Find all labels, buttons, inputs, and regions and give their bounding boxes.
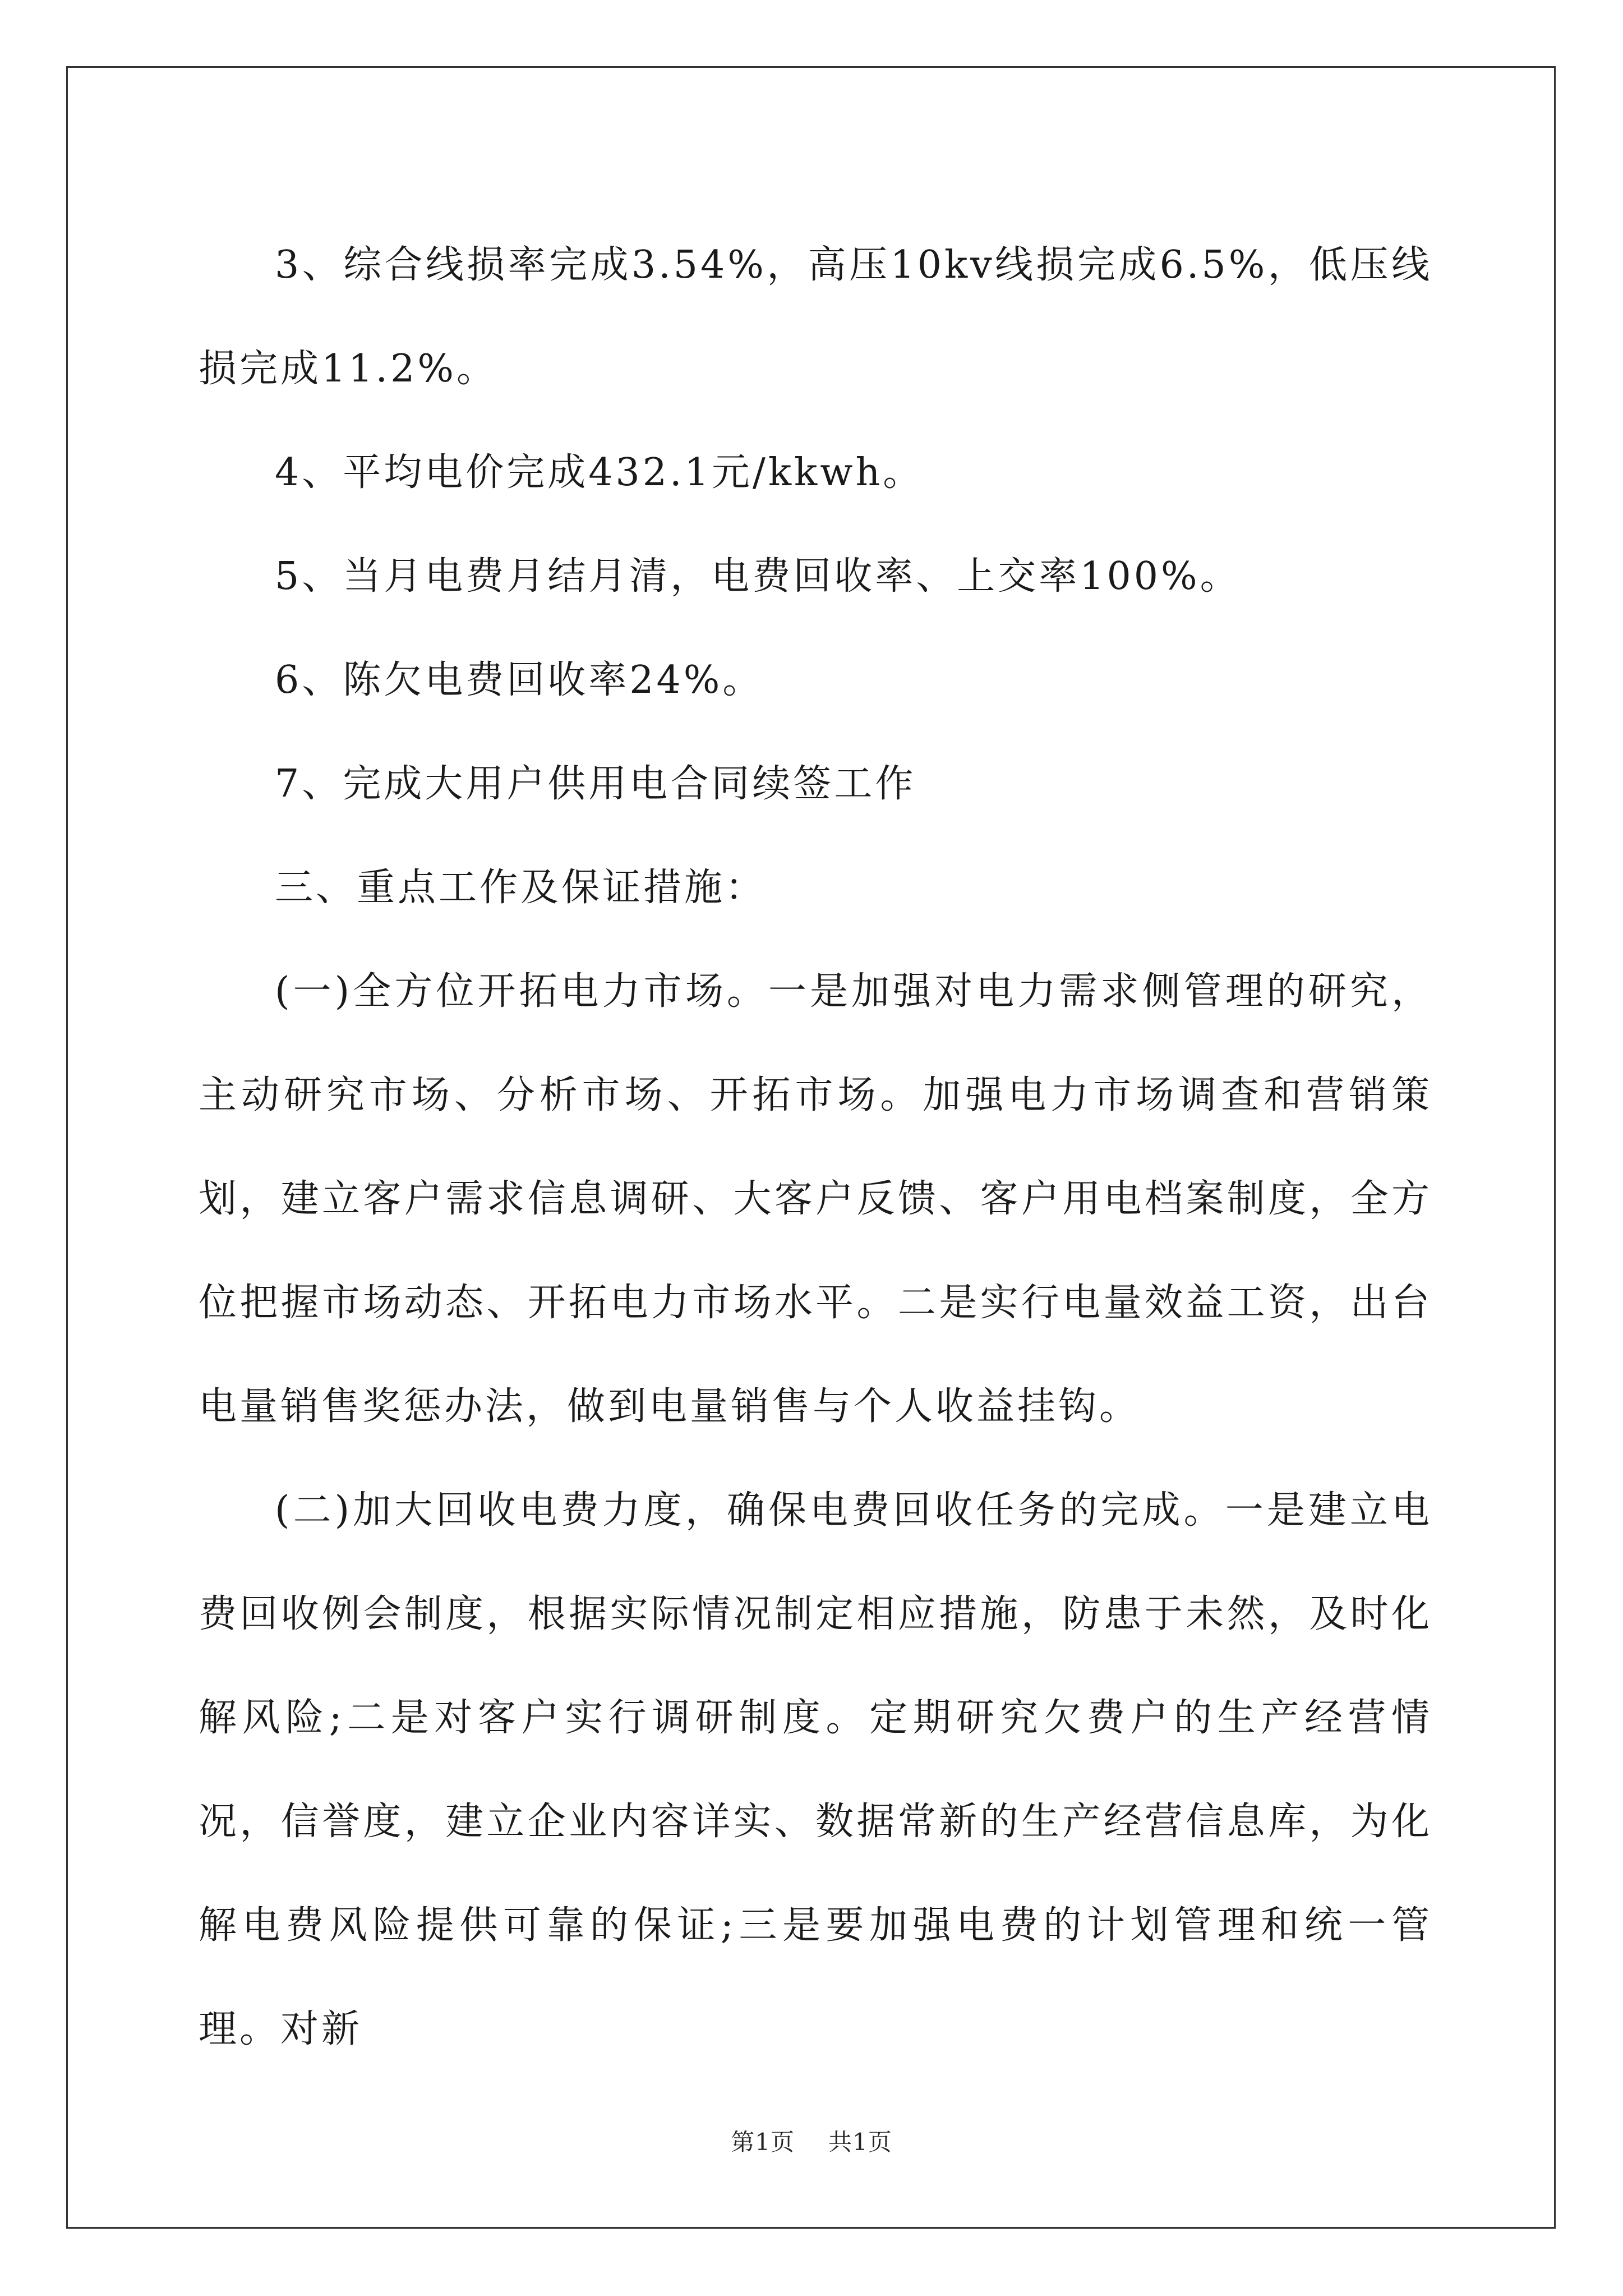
paragraph: 4、平均电价完成432.1元/kkwh。	[275, 450, 924, 495]
paragraph: (二)加大回收电费力度，确保电费回收任务的完成。一是建立电费回收例会制度，根据实际情况制定相应措施，防患于未然，及时化解风险;二是对客户实行调研制度。定期研究欠费户的生产经营情况，信誉度，建立企业内容详实、数据常新的生产经营信息库，为化解电费风险提供可靠的保证;三是要加强电费的计划管理和统一管理。对新	[199, 1488, 1432, 2051]
page-footer	[0, 2124, 1623, 2157]
paragraph: (一)全方位开拓电力市场。一是加强对电力需求侧管理的研究，主动研究市场、分析市场、开拓市场。加强电力市场调查和营销策划，建立客户需求信息调研、大客户反馈、客户用电档案制度，全方位把握市场动态、开拓电力市场水平。二是实行电量效益工资，出台电量销售奖惩办法，做到电量销售与个人收益挂钩。	[199, 969, 1432, 1429]
paragraph: 6、陈欠电费回收率24%。	[275, 658, 764, 702]
paragraph: 3、综合线损率完成3.54%，高压10kv线损完成6.5%，低压线损完成11.2%。	[199, 243, 1432, 391]
paragraph: 5、当月电费月结月清，电费回收率、上交率100%。	[275, 554, 1241, 599]
page-number-total: 共1页	[828, 2128, 892, 2156]
page-number-current: 第1页	[731, 2128, 795, 2156]
paragraph: 7、完成大用户供用电合同续签工作	[275, 762, 916, 806]
document-body	[199, 213, 1432, 2081]
section-heading: 三、重点工作及保证措施：	[275, 866, 767, 910]
